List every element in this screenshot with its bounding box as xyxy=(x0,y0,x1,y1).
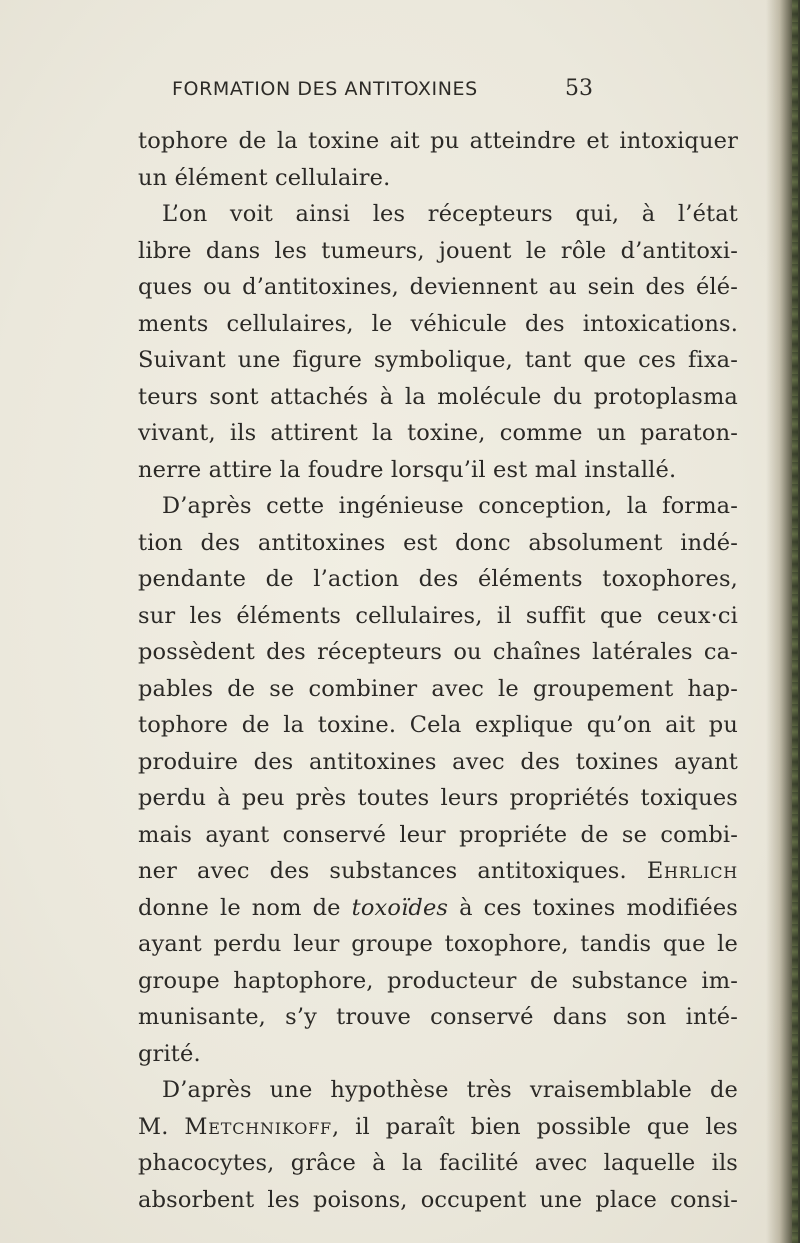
text-line: ques ou d’antitoxines, deviennent au sein des élé- xyxy=(138,274,738,300)
page-edge-shadow xyxy=(766,0,800,1243)
line-text: donne le nom de xyxy=(138,894,341,921)
text-line: pables de se combiner avec le groupement hap- xyxy=(138,675,738,702)
page-header xyxy=(0,78,800,108)
text-line: ments cellulaires, le véhicule des intoxications. xyxy=(138,310,738,337)
text-line: tion des antitoxines est donc absolument indé- xyxy=(138,529,738,556)
text-line: pendante de l’action des éléments toxophores, xyxy=(138,566,738,592)
text-line: sur les éléments cellulaires, il suffit que ceux·ci xyxy=(138,602,738,629)
text-line: Suivant une figure symbolique, tant que ces fixa- xyxy=(138,347,738,373)
text-line: possèdent des récepteurs ou chaînes latérales ca- xyxy=(138,639,738,665)
running-title: FORMATION DES ANTITOXINES xyxy=(172,78,478,100)
text-line: libre dans les tumeurs, jouent le rôle d’antitoxi- xyxy=(138,237,738,264)
text-line: groupe haptophore, producteur de substance im- xyxy=(138,967,738,994)
line-text: ner avec des substances antitoxiques. xyxy=(138,858,627,884)
text-line: mais ayant conservé leur propriéte de se combi- xyxy=(138,821,738,848)
page-number: 53 xyxy=(565,76,593,101)
text-line: ayant perdu leur groupe toxophore, tandis que le xyxy=(138,931,738,957)
text-line: vivant, ils attirent la toxine, comme un paraton- xyxy=(138,420,738,446)
text-line: tophore de la toxine ait pu atteindre et intoxiquer xyxy=(138,128,738,154)
text-line: un élément cellulaire. xyxy=(138,164,391,191)
text-line: D’après une hypothèse très vraisemblable de xyxy=(162,1077,738,1103)
text-line: produire des antitoxines avec des toxines ayant xyxy=(138,748,738,775)
body-text xyxy=(138,123,738,1218)
text-line: phacocytes, grâce à la facilité avec laquelle ils xyxy=(138,1150,738,1176)
text-line: teurs sont attachés à la molécule du protoplasma xyxy=(138,383,738,410)
author-name-ehrlich: Ehrlich xyxy=(646,858,738,884)
text-line xyxy=(138,1109,738,1146)
text-line: munisante, s’y trouve conservé dans son inté- xyxy=(138,1004,738,1030)
text-line: perdu à peu près toutes leurs propriétés toxiques xyxy=(138,785,738,811)
line-text: , il paraît bien possible que les xyxy=(331,1113,738,1140)
text-line: D’après cette ingénieuse conception, la forma- xyxy=(162,493,738,519)
text-line xyxy=(138,890,738,927)
text-line: grité. xyxy=(138,1040,201,1067)
text-line: L’on voit ainsi les récepteurs qui, à l’état xyxy=(162,201,738,227)
author-name-metchnikoff: Metchnikoff xyxy=(184,1113,332,1140)
line-text: M. xyxy=(138,1113,169,1140)
text-line: absorbent les poisons, occupent une place consi- xyxy=(138,1186,738,1213)
text-line xyxy=(138,853,738,890)
line-text: à ces toxines modifiées xyxy=(459,894,738,921)
text-line: tophore de la toxine. Cela explique qu’on ait pu xyxy=(138,712,738,738)
text-line: nerre attire la foudre lorsqu’il est mal installé. xyxy=(138,456,677,483)
term-toxoides: toxoïdes xyxy=(351,894,449,921)
